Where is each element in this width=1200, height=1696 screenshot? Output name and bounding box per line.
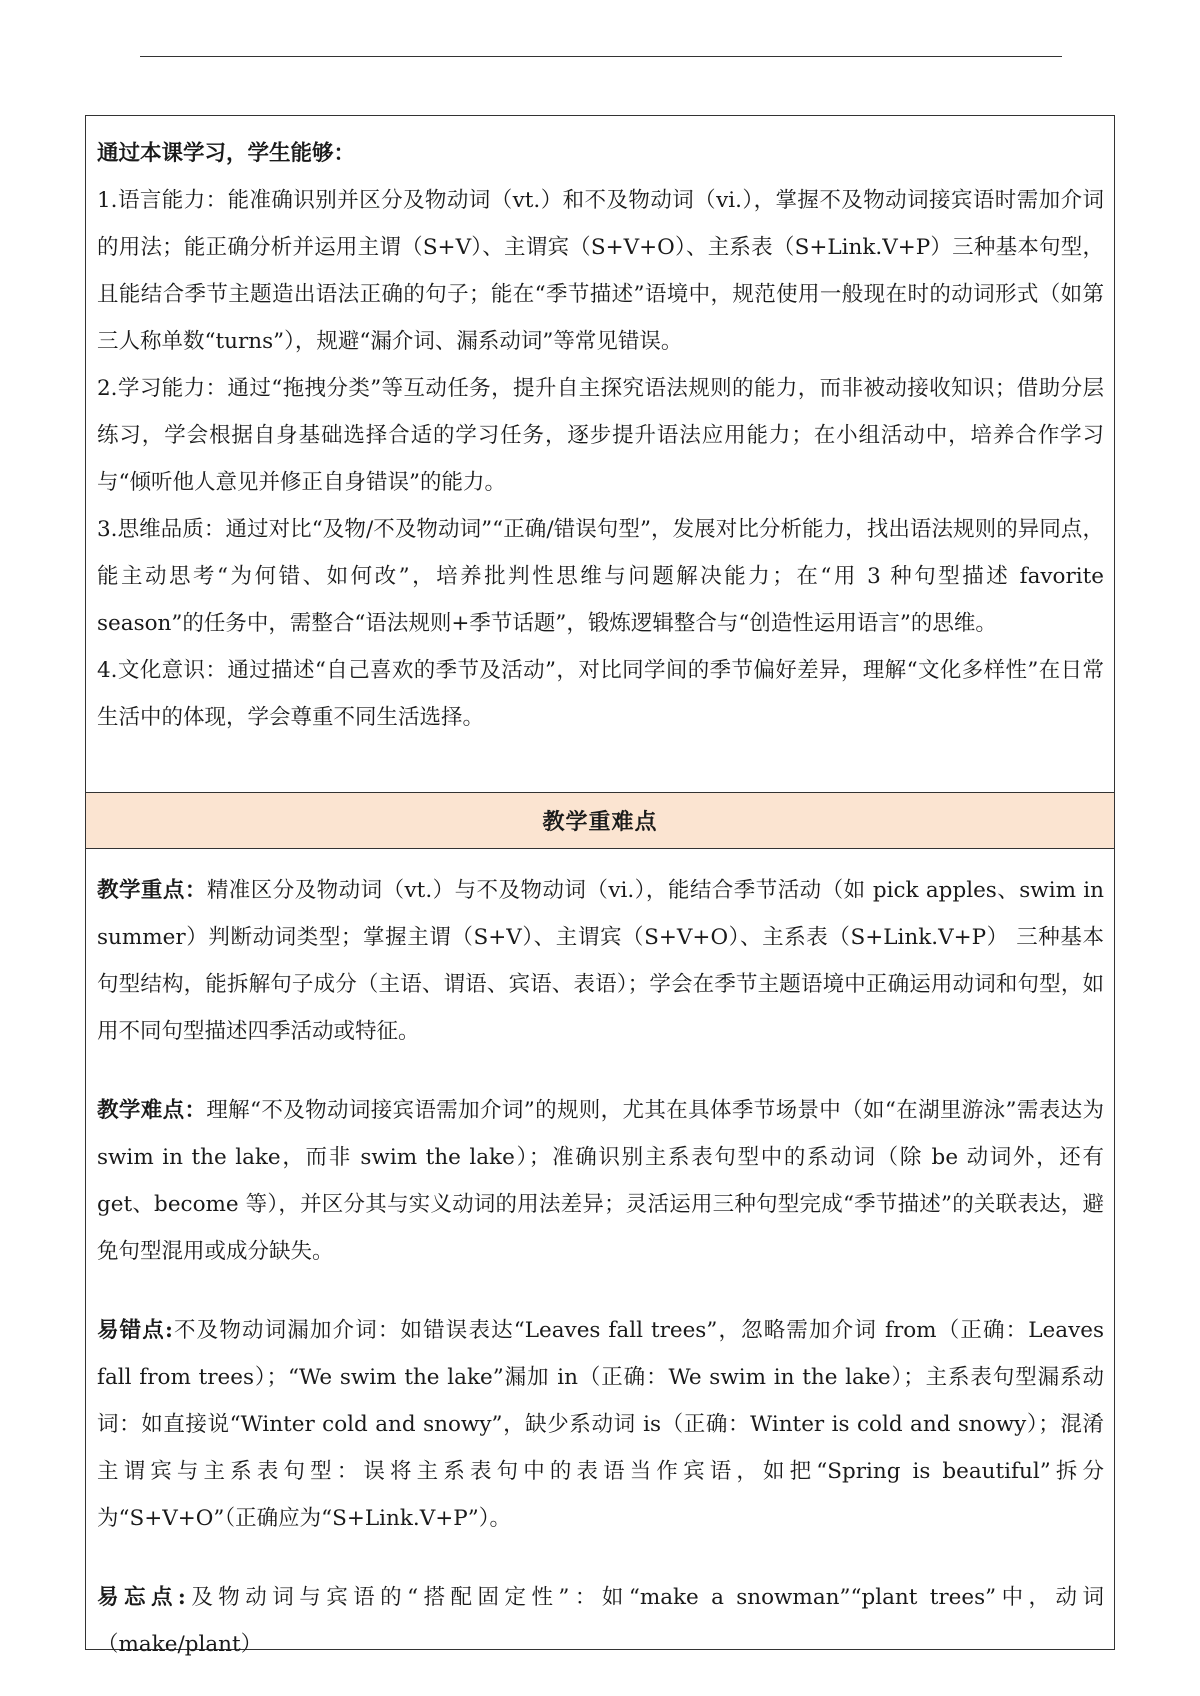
objective-thinking: 3.思维品质：通过对比“及物/不及物动词”“正确/错误句型”，发展对比分析能力，找出语法规则的异同点，能主动思考“为何错、如何改”，培养批判性思维与问题解决能力；在“用 3 种句型描述 favorite season”的任务中，需整合“语法规则+季节话题”，锻炼逻辑整合与“创造性运用语言”的思维。: [97, 517, 1104, 636]
difficult-point-label: 教学难点：: [97, 1098, 207, 1123]
key-point-label: 教学重点：: [97, 878, 207, 903]
section-heading: [86, 792, 1114, 849]
key-point-paragraph: [97, 867, 1104, 1055]
difficult-point-text: 理解“不及物动词接宾语需加介词”的规则，尤其在具体季节场景中（如“在湖里游泳”需表达为 swim in the lake，而非 swim the lake）；准确识别主系表句型中的系动词（除 be 动词外，还有 get、become 等），并区分其与实义动词的用法差异；灵活运用三种句型完成“季节描述”的关联表达，避免句型混用或成分缺失。: [97, 1098, 1104, 1264]
objective-culture: 4.文化意识：通过描述“自己喜欢的季节及活动”，对比同学间的季节偏好差异，理解“文化多样性”在日常生活中的体现，学会尊重不同生活选择。: [97, 658, 1104, 730]
plan-table: [85, 115, 1115, 1657]
forget-point-label: 易忘点:: [97, 1585, 186, 1610]
section-heading-text: 教学重难点: [542, 809, 658, 835]
forget-point-text: 及物动词与宾语的“搭配固定性”：如“make a snowman”“plant trees”中，动词（make/plant）: [97, 1585, 1104, 1657]
objectives-intro: 通过本课学习，学生能够：: [97, 141, 356, 166]
key-points-cell: [86, 849, 1114, 1657]
key-point-text: 精准区分及物动词（vt.）与不及物动词（vi.），能结合季节活动（如 pick apples、swim in summer）判断动词类型；掌握主谓（S+V）、主谓宾（S+V+O）、主系表（S+Link.V+P） 三种基本句型结构，能拆解句子成分（主语、谓语、宾语、表语）；学会在季节主题语境中正确运用动词和句型，如用不同句型描述四季活动或特征。: [97, 878, 1104, 1044]
forget-point-paragraph: [97, 1574, 1104, 1668]
header-rule: [140, 56, 1062, 57]
objectives-cell: [86, 116, 1114, 792]
objective-language: 1.语言能力：能准确识别并区分及物动词（vt.）和不及物动词（vi.），掌握不及物动词接宾语时需加介词的用法；能正确分析并运用主谓（S+V）、主谓宾（S+V+O）、主系表（S+Link.V+P）三种基本句型，且能结合季节主题造出语法正确的句子；能在“季节描述”语境中，规范使用一般现在时的动词形式（如第三人称单数“turns”），规避“漏介词、漏系动词”等常见错误。: [97, 188, 1104, 354]
objective-learning: 2.学习能力：通过“拖拽分类”等互动任务，提升自主探究语法规则的能力，而非被动接收知识；借助分层练习，学会根据自身基础选择合适的学习任务，逐步提升语法应用能力；在小组活动中，培养合作学习与“倾听他人意见并修正自身错误”的能力。: [97, 376, 1104, 495]
error-point-paragraph: [97, 1307, 1104, 1542]
error-point-text: 不及物动词漏加介词：如错误表达“Leaves fall trees”，忽略需加介词 from（正确：Leaves fall from trees）；“We swim the lake”漏加 in（正确：We swim in the lake）；主系表句型漏系动词：如直接说“Winter cold and snowy”，缺少系动词 is（正确：Winter is cold and snowy）；混淆主谓宾与主系表句型：误将主系表句中的表语当作宾语，如把“Spring is beautiful”拆分为“S+V+O”（正确应为“S+Link.V+P”）。: [97, 1318, 1105, 1531]
difficult-point-paragraph: [97, 1087, 1104, 1275]
error-point-label: 易错点:: [97, 1318, 173, 1343]
